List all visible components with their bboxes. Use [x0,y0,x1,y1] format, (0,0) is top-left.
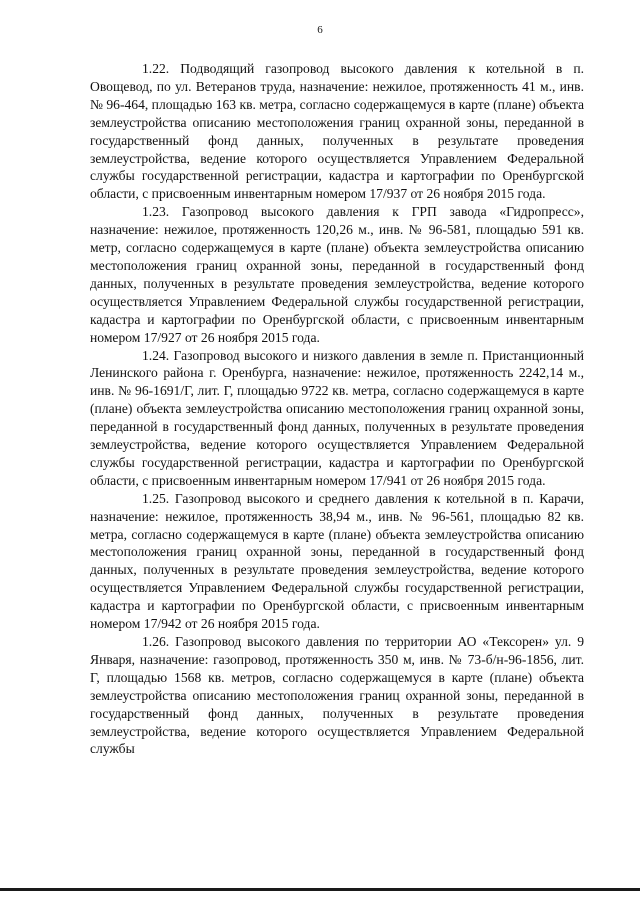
paragraph-1-22: 1.22. Подводящий газопровод высокого давления к котельной в п. Овощевод, по ул. Ветеранов труда, назначение: нежилое, протяженность 41 м., инв. № 96-464, площадью 163 кв. метра, согласно содержащемуся в карте (плане) объекта землеустройства описанию местоположения границ охранной зоны, переданной в государственный фонд данных, полученных в результате проведения землеустройства, ведение которого осуществляется Управлением Федеральной службы государственной регистрации, кадастра и картографии по Оренбургской области, с присвоенным инвентарным номером 17/937 от 26 ноября 2015 года. [90,61,585,202]
page-number: 6 [317,24,323,36]
scan-bottom-edge [0,888,640,891]
paragraph-1-25: 1.25. Газопровод высокого и среднего давления к котельной в п. Карачи, назначение: нежилое, протяженность 38,94 м., инв. № 96-561, площадью 82 кв. метра, согласно содержащемуся в карте (плане) объекта землеустройства описанию местоположения границ охранной зоны, переданной в государственный фонд данных, полученных в результате проведения землеустройства, ведение которого осуществляется Управлением Федеральной службы государственной регистрации, кадастра и картографии по Оренбургской области, с присвоенным инвентарным номером 17/942 от 26 ноября 2015 года. [90,490,584,632]
paragraph-1-26: 1.26. Газопровод высокого давления по территории АО «Тексорен» ул. 9 Января, назначение: газопровод, протяженность 350 м, инв. № 73-б/н-96-1856, лит. Г, площадью 1568 кв. метров, согласно содержащемуся в карте (плане) объекта землеустройства описанию местоположения границ охранной зоны, переданной в государственный фонд данных, полученных в результате проведения землеустройства, ведение которого осуществляется Управлением Федеральной службы [90,634,584,757]
paragraph-1-23: 1.23. Газопровод высокого давления к ГРП завода «Гидропресс», назначение: нежилое, протяженность 120,26 м., инв. № 96-581, площадью 591 кв. метр, согласно содержащемуся в карте (плане) объекта землеустройства описанию местоположения границ охранной зоны, переданной в государственный фонд данных, полученных в результате проведения землеустройства, ведение которого осуществляется Управлением Федеральной службы государственной регистрации, кадастра и картографии по Оренбургской области, с присвоенным инвентарным номером 17/927 от 26 ноября 2015 года. [90,204,584,345]
paragraph-1-24: 1.24. Газопровод высокого и низкого давления в земле п. Пристанционный Ленинского района г. Оренбурга, назначение: нежилое, протяженность 2242,14 м., инв. № 96-1691/Г, лит. Г, площадью 9722 кв. метра, согласно содержащемуся в карте (плане) объекта землеустройства описанию местоположения границ охранной зоны, переданной в государственный фонд данных, полученных в результате проведения землеустройства, ведение которого осуществляется Управлением Федеральной службы государственной регистрации, кадастра и картографии по Оренбургской области, с присвоенным инвентарным номером 17/941 от 26 ноября 2015 года. [90,347,584,488]
document-body [90,60,584,758]
